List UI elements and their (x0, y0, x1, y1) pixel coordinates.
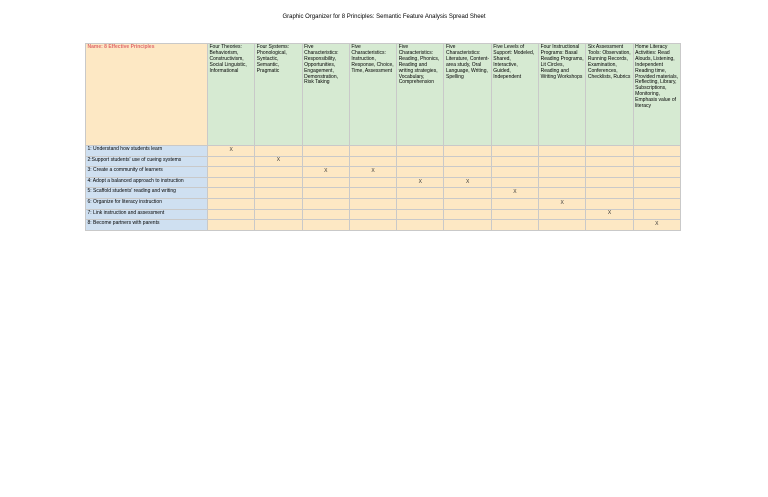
empty-cell[interactable] (633, 198, 680, 209)
empty-cell[interactable] (255, 177, 302, 188)
table-row (86, 167, 681, 178)
empty-cell[interactable] (444, 220, 491, 231)
column-header-cell[interactable]: Five Characteristics: Literature, Content-area study, Oral Language, Writing, Spelling (444, 44, 491, 146)
empty-cell[interactable] (633, 188, 680, 199)
empty-cell[interactable] (302, 177, 349, 188)
empty-cell[interactable] (397, 220, 444, 231)
empty-cell[interactable] (208, 156, 255, 167)
row-label-cell[interactable]: 7: Link instruction and assessment (86, 209, 208, 220)
row-label-cell[interactable]: 3: Create a community of learners (86, 167, 208, 178)
empty-cell[interactable] (349, 188, 396, 199)
column-header-cell[interactable]: Six Assessment Tools: Observation, Running Records, Examination, Conferences, Checklists, Rubrics (586, 44, 633, 146)
header-row (86, 44, 681, 146)
empty-cell[interactable] (633, 156, 680, 167)
empty-cell[interactable] (444, 209, 491, 220)
empty-cell[interactable] (208, 209, 255, 220)
empty-cell[interactable] (539, 156, 586, 167)
feature-analysis-table (85, 43, 681, 231)
empty-cell[interactable] (444, 198, 491, 209)
empty-cell[interactable] (586, 188, 633, 199)
empty-cell[interactable] (208, 188, 255, 199)
empty-cell[interactable] (586, 220, 633, 231)
empty-cell[interactable] (302, 146, 349, 157)
empty-cell[interactable] (255, 198, 302, 209)
row-label-cell[interactable]: 2:Support students' use of cueing systems (86, 156, 208, 167)
corner-header-cell[interactable]: Name: 8 Effective Principles (86, 44, 208, 146)
table-row (86, 146, 681, 157)
x-mark-cell[interactable]: X (302, 167, 349, 178)
empty-cell[interactable] (208, 167, 255, 178)
empty-cell[interactable] (397, 167, 444, 178)
x-mark-cell[interactable]: X (397, 177, 444, 188)
table-row (86, 177, 681, 188)
x-mark-cell[interactable]: X (586, 209, 633, 220)
empty-cell[interactable] (208, 220, 255, 231)
empty-cell[interactable] (539, 188, 586, 199)
empty-cell[interactable] (302, 198, 349, 209)
x-mark-cell[interactable]: X (255, 156, 302, 167)
column-header-cell[interactable]: Four Instructional Programs: Basal Reading Programs, Lit Circles, Reading and Writing Workshops (539, 44, 586, 146)
row-label-cell[interactable]: 8: Become partners with parents (86, 220, 208, 231)
empty-cell[interactable] (491, 198, 538, 209)
empty-cell[interactable] (208, 177, 255, 188)
empty-cell[interactable] (255, 188, 302, 199)
empty-cell[interactable] (586, 156, 633, 167)
empty-cell[interactable] (349, 156, 396, 167)
column-header-cell[interactable]: Four Systems: Phonological, Syntactic, Semantic, Pragmatic (255, 44, 302, 146)
row-label-cell[interactable]: 5: Scaffold students' reading and writing (86, 188, 208, 199)
empty-cell[interactable] (491, 209, 538, 220)
empty-cell[interactable] (302, 220, 349, 231)
empty-cell[interactable] (397, 156, 444, 167)
empty-cell[interactable] (255, 220, 302, 231)
empty-cell[interactable] (539, 146, 586, 157)
x-mark-cell[interactable]: X (349, 167, 396, 178)
empty-cell[interactable] (444, 156, 491, 167)
empty-cell[interactable] (491, 220, 538, 231)
empty-cell[interactable] (255, 146, 302, 157)
empty-cell[interactable] (255, 209, 302, 220)
empty-cell[interactable] (539, 177, 586, 188)
x-mark-cell[interactable]: X (633, 220, 680, 231)
empty-cell[interactable] (397, 209, 444, 220)
x-mark-cell[interactable]: X (491, 188, 538, 199)
empty-cell[interactable] (633, 146, 680, 157)
column-header-cell[interactable]: Five Levels of Support: Modeled, Shared, Interactive, Guided, Independent (491, 44, 538, 146)
empty-cell[interactable] (397, 146, 444, 157)
column-header-cell[interactable]: Home Literacy Activities: Read Alouds, Listening, Independent Reading time, Provided materials, Reflecting, Library, Subscriptions, Monitoring, Emphasis value of literacy (633, 44, 680, 146)
empty-cell[interactable] (349, 209, 396, 220)
empty-cell[interactable] (302, 188, 349, 199)
empty-cell[interactable] (444, 188, 491, 199)
x-mark-cell[interactable]: X (208, 146, 255, 157)
table-row (86, 156, 681, 167)
table-row (86, 220, 681, 231)
empty-cell[interactable] (349, 146, 396, 157)
column-header-cell[interactable]: Five Characteristics: Reading, Phonics, Reading and writing strategies, Vocabulary, Comprehension (397, 44, 444, 146)
empty-cell[interactable] (539, 209, 586, 220)
table-row (86, 188, 681, 199)
x-mark-cell[interactable]: X (444, 177, 491, 188)
empty-cell[interactable] (539, 167, 586, 178)
empty-cell[interactable] (491, 167, 538, 178)
empty-cell[interactable] (586, 146, 633, 157)
empty-cell[interactable] (491, 156, 538, 167)
empty-cell[interactable] (633, 209, 680, 220)
empty-cell[interactable] (444, 146, 491, 157)
empty-cell[interactable] (208, 198, 255, 209)
page-title: Graphic Organizer for 8 Principles: Semantic Feature Analysis Spread Sheet (282, 14, 486, 20)
empty-cell[interactable] (539, 220, 586, 231)
empty-cell[interactable] (255, 167, 302, 178)
row-label-cell[interactable]: 6: Organize for literacy instruction (86, 198, 208, 209)
table-row (86, 209, 681, 220)
empty-cell[interactable] (349, 198, 396, 209)
row-label-cell[interactable]: 1: Understand how students learn (86, 146, 208, 157)
empty-cell[interactable] (633, 177, 680, 188)
empty-cell[interactable] (633, 167, 680, 178)
table-row (86, 198, 681, 209)
empty-cell[interactable] (491, 146, 538, 157)
empty-cell[interactable] (586, 198, 633, 209)
table-body (86, 44, 681, 231)
column-header-cell[interactable]: Four Theories: Behaviorism, Constructivism, Social Linguistic, Informational (208, 44, 255, 146)
empty-cell[interactable] (349, 220, 396, 231)
empty-cell[interactable] (302, 209, 349, 220)
empty-cell[interactable] (397, 198, 444, 209)
empty-cell[interactable] (349, 177, 396, 188)
empty-cell[interactable] (586, 177, 633, 188)
x-mark-cell[interactable]: X (539, 198, 586, 209)
column-header-cell[interactable]: Five Characteristics: Instruction, Response, Choice, Time, Assessment (349, 44, 396, 146)
row-label-cell[interactable]: 4: Adopt a balanced approach to instruction (86, 177, 208, 188)
column-header-cell[interactable]: Five Characteristics: Responsibility, Opportunities, Engagement, Demonstration, Risk Taking (302, 44, 349, 146)
empty-cell[interactable] (586, 167, 633, 178)
empty-cell[interactable] (444, 167, 491, 178)
empty-cell[interactable] (397, 188, 444, 199)
empty-cell[interactable] (302, 156, 349, 167)
empty-cell[interactable] (491, 177, 538, 188)
